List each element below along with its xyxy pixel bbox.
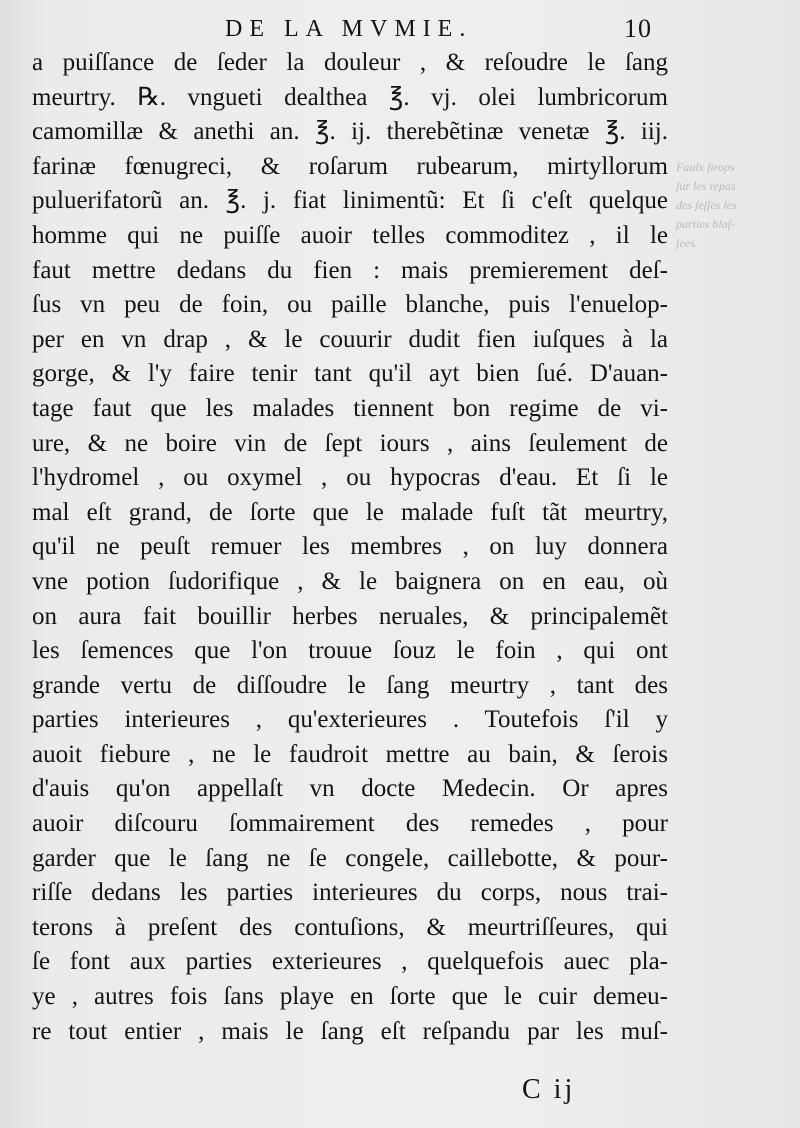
text-line: homme qui ne puiſſe auoir telles commoditez , il le (32, 221, 668, 249)
marginal-note-line: ſees. (676, 236, 698, 250)
text-line: on aura fait bouillir herbes neruales, & principalemẽt (32, 602, 668, 630)
text-line: farinæ fœnugreci, & roſarum rubearum, mirtyllorum (32, 152, 668, 180)
text-line: gorge, & l'y faire tenir tant qu'il ayt bien ſué. D'auan- (32, 360, 668, 388)
text-line: re tout entier , mais le ſang eſt reſpandu par les muſ- (32, 1017, 668, 1045)
text-line: l'hydromel , ou oxymel , ou hypocras d'eau. Et ſi le (32, 464, 668, 492)
marginal-note-line: Faulx ſirops (676, 160, 735, 174)
text-line: ye , autres fois ſans playe en ſorte que le cuir demeu- (32, 983, 668, 1011)
marginal-note-line: parties blaſ- (676, 217, 735, 231)
text-line: ure, & ne boire vin de ſept iours , ains ſeulement de (32, 429, 668, 457)
marginal-note-line: ſur les repas (676, 179, 736, 193)
text-line: camomillæ & anethi an. ℥. ij. therebẽtinæ venetæ ℥. iij. (32, 118, 668, 146)
text-line: ſus vn peu de foin, ou paille blanche, puis l'enuelop- (32, 291, 668, 319)
text-line: terons à preſent des contuſions, & meurtriſſeures, qui (32, 913, 668, 941)
body-text (32, 46, 668, 1049)
text-line: qu'il ne peuſt remuer les membres , on luy donnera (32, 533, 668, 561)
text-line: auoir diſcouru ſommairement des remedes , pour (32, 810, 668, 838)
text-line: per en vn drap , & le couurir dudit fien iuſques à la (32, 325, 668, 353)
text-line: les ſemences que l'on trouue ſouz le foin , qui ont (32, 637, 668, 665)
running-title: DE LA MVMIE. (225, 16, 473, 42)
text-line: meurtry. ℞. vngueti dealthea ℥. vj. olei lumbricorum (32, 83, 668, 111)
marginal-note (676, 158, 796, 253)
text-line: grande vertu de diſſoudre le ſang meurtry , tant des (32, 671, 668, 699)
text-line: faut mettre dedans du fien : mais premierement deſ- (32, 256, 668, 284)
text-line: auoit fiebure , ne le faudroit mettre au bain, & ſerois (32, 740, 668, 768)
text-line: vne potion ſudorifique , & le baignera on en eau, où (32, 567, 668, 595)
text-line: riſſe dedans les parties interieures du corps, nous trai- (32, 879, 668, 907)
text-line: ſe font aux parties exterieures , quelquefois auec pla- (32, 948, 668, 976)
page-number: 10 (624, 14, 652, 43)
signature-mark: C ij (522, 1074, 576, 1105)
text-line: puluerifatorũ an. ℥. j. fiat linimentũ: Et ſi c'eſt quelque (32, 187, 668, 215)
marginal-note-line: des ſeſſes les (676, 198, 737, 212)
text-line: garder que le ſang ne ſe congele, caillebotte, & pour- (32, 844, 668, 872)
text-line: mal eſt grand, de ſorte que le malade fuſt tãt meurtry, (32, 498, 668, 526)
text-line: parties interieures , qu'exterieures . Toutefois ſ'il y (32, 706, 668, 734)
text-line: a puiſſance de ſeder la douleur , & reſoudre le ſang (32, 49, 668, 76)
text-line: d'auis qu'on appellaſt vn docte Medecin. Or apres (32, 775, 668, 803)
text-line: tage faut que les malades tiennent bon regime de vi- (32, 394, 668, 422)
